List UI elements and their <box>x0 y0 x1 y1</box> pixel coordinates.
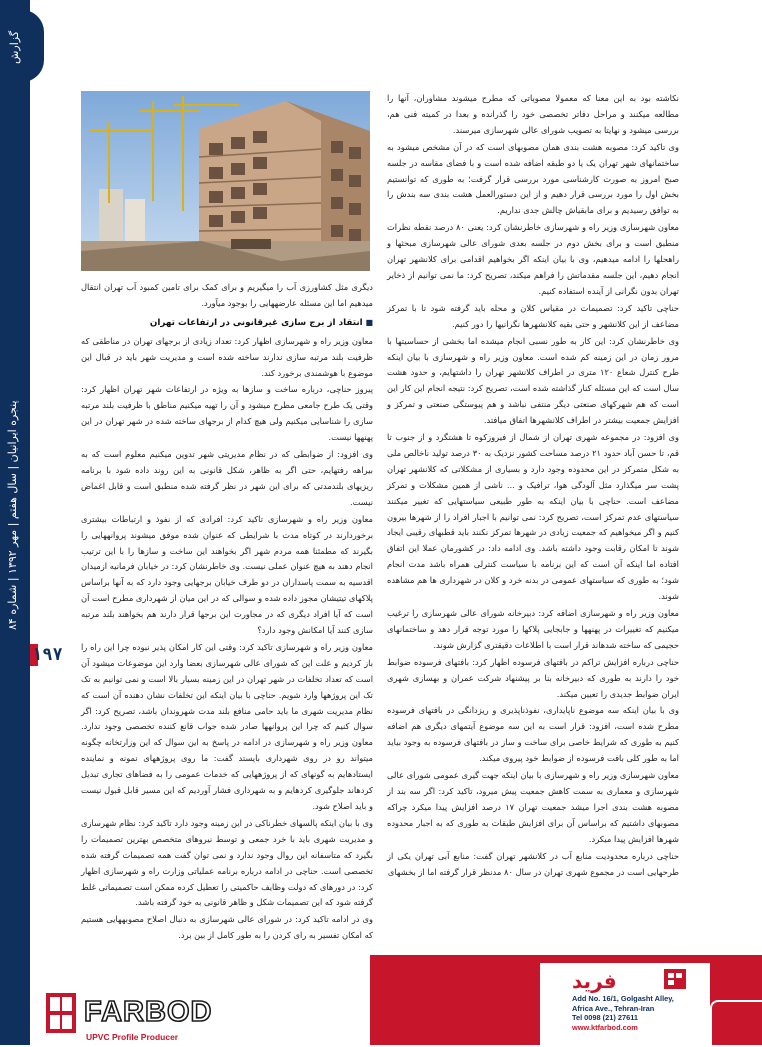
article-paragraph: معاون وزیر راه و شهرسازی تاکید کرد: وقتی این کار امکان پذیر نبوده چرا این راه را باز کردیم و علت این که شورای عالی شهرسازی بعضا وارد این موضوعات میشود آن است که تعداد تخلفات در شهر تهران در این زمینه بسیار بالا است و نمی توانیم به تک تک این پروژهها وارد شویم. حناچی با بیان اینکه این تخلفات نشان دهنده آن است که نظام مدیریت شهری ما باید حامی منافع بلند مدت شهروندان باشد، تصریح کرد: اگر سوال کنیم که چرا این پروانهها صادر شده جواب قانع کننده تخصصی وجود ندارد. معاون وزیر راه و شهرسازی در ادامه در پاسخ به این سوال که این وزارتخانه چگونه میتواند رو در روی شهرداری بایستد گفت: ما روی پروژههای نمونه و نماینده ایستادهایم به گونهای که از پروژههایی که خدمات عمومی را به فضاهای تجاری تبدیل کردهاند جلوگیری کردهایم و به شهرداری فشار آوردیم که این مسیر قابل قبول نیست و باید اصلاح شود. <box>81 641 373 811</box>
fard-logo-mark-icon <box>664 969 686 989</box>
article-left-column <box>81 280 373 945</box>
farbod-brand-name: FARBOD <box>84 996 213 1028</box>
telephone: Tel 0098 (21) 27611 <box>572 1013 639 1023</box>
article-paragraph: معاون وزیر راه و شهرسازی تاکید کرد: افرادی که از نفوذ و ارتباطات بیشتری برخوردارند در کوتاه مدت با شرایطی که عنوان شده موفق میشوند پروانههایی را بگیرند که مطمئنا همه مردم شهر اگر بخواهند این ساخت و سازها را با این ترتیب انجام دهند به هیچ عنوان عملی نیست. وی خاطرنشان کرد: در خیابان فرمانیه ازمیدان اقدسیه به سمت پاسداران در دو طرف خیابان برجهایی وجود دارد که به آنها براساس پلاکهای تیتیشان مجوز داده شده و سوالی که در این میان از شهرداری مطرح است آن است که آیا افراد دیگری که در مجاورت این برجها قرار دارند هم بخواهند بلند مرتبه سازی کنند آیا امکانش وجود دارد؟ <box>81 513 373 636</box>
website-link[interactable]: www.ktfarbod.com <box>572 1022 638 1032</box>
article-paragraph: معاون وزیر راه و شهرسازی اظهار کرد: تعداد زیادی از برجهای تهران در مناطقی که ظرفیت بلند مرتبه سازی ندارند ساخته شده است و مدیریت شهر باید در قبال این موضوع با هوشمندی برخورد کند. <box>81 335 373 378</box>
decorative-corner <box>710 1000 762 1047</box>
address-line: Africa Ave., Tehran-Iran <box>572 1003 655 1013</box>
article-paragraph: وی با بیان اینکه سه موضوع ناپایداری، نفوذناپذیری و ریزدانگی در بافتهای فرسوده مطرح شده است، افزود: قرار است به این سه موضوع آیتمهای دیگری هم اضافه کنیم به طوری که شرایط خاصی برای ساخت و ساز در بافتهای فرسوده به وجود بیاید اما به طور کلی بافت فرسوده از ضوابط خود پیروی میکند. <box>387 705 679 764</box>
article-paragraph: پیروز حناچی، درباره ساخت و سازها به ویژه در ارتفاعات شهر تهران اظهار کرد: وقتی یک طرح جامعی مطرح میشود و آن را تهیه میکنیم مناطق با ظرفیت بلند مرتبه سازی را شناسایی میکنیم ولی هیچ کدام از برجهای ساخته شده در شهر تهران در این پهنهها نیست. <box>81 384 373 443</box>
fard-address <box>572 994 674 1032</box>
article-paragraph: وی با بیان اینکه پالسهای خطرناکی در این زمینه وجود دارد تاکید کرد: نظام شهرسازی و مدیریت شهری باید با خرد جمعی و توسط نیروهای متخصص بهترین تصمیمات را بگیرد که متاسفانه این روال وجود ندارد و نمی توان گفت همه تصمیمات گرفته شده تخصصی است. حناچی در ادامه درباره برنامه عملیاتی وزارت راه و شهرسازی اظهار کرد: در دورهای که دولت وظایف حاکمیتی را تعطیل کرده ممکن است تصمیماتی غلط گرفته شود که این تصمیمات شکل و ظاهر قانونی به خود گرفته باشد. <box>81 817 373 908</box>
farbod-window-logo-icon <box>46 993 76 1033</box>
article-paragraph: حناچی تاکید کرد: تصمیمات در مقیاس کلان و محله باید گرفته شود تا با تمرکز مضاعف از این کلانشهر و حتی بقیه کلانشهرها نگرانیها را دور کنیم. <box>387 302 679 329</box>
fard-logo-text: فرید <box>572 969 617 993</box>
article-paragraph: معاون شهرسازی وزیر راه و شهرسازی با بیان اینکه جهت گیری عمومی شورای عالی شهرسازی و معماری به سمت کاهش جمعیت پیش میرود، تاکید کرد: اگر سه بند از مصوبه هشت بندی اجرا میشد جمعیت تهران ۱۷ درصد افزایش پیدا میکرد چراکه مصوبهای داشتیم که براساس آن برای افزایش طبقات به طوری که به اجبار محدوده شهرها افزایش پیدا میکرد. <box>387 770 679 844</box>
article-paragraph: حناچی درباره افزایش تراکم در بافتهای فرسوده اظهار کرد: بافتهای فرسوده ضوابط خود را دارند به طوری که دبیرخانه بنا بر پیشنهاد شرکت عمران و بهسازی شهری ایران ضوابط جدیدی را تعیین میکند. <box>387 656 679 699</box>
article-paragraph: وی افزود: در مجموعه شهری تهران از شمال از فیروزکوه تا هشتگرد و از جنوب تا قم، تا حسن آباد حدود ۲۱ درصد مساحت کشور نزدیک به ۳۰ درصد تولید ناخالص ملی به شکل متمرکز در این محدوده وجود دارد و بسیاری از مشکلاتی که کلانشهر تهران پشت سر میگذارد مثل آلودگی هوا، ترافیک و ... ناشی از همین مشکلات و تمرکز مضاعف است. حناچی با بیان اینکه به طور طبیعی سیاستهایی که تغییر میکنند سیاستهای عدم تمرکز است، تصریح کرد: نمی توانیم با اجبار افراد را از شهرها بیرون کنیم و اگر میخواهیم که جمعیت زیادی در شهرها تمرکز نکنند باید قطبهای رقیبی ایجاد شوند تا امکان رقابت وجود داشته باشد. وی ادامه داد: در کشورمان عملا این اتفاق افتاده اما اینکه آن است که این برنامه با سیاست کنترلی همراه باشد مدت انجام شود؛ به طوری که سیاستهای عمومی در بدنه خرد و کلان در شهرداری ها هم مشاهده شوند. <box>387 432 679 602</box>
article-right-column <box>387 91 679 881</box>
article-paragraph: وی تاکید کرد: مصوبه هشت بندی همان مصوبهای است که در آن مشخص میشود به ساختمانهای شهر تهران یک یا دو طبقه اضافه شده است و با فضای مقاسه در جلسه صبح امروز به صورت کارشناسی مورد بررسی قرار گرفت؛ به طوری که توانستیم بخش اول را مورد بررسی قرار دهیم و از این دستورالعمل هشت بندی سه بندش را به توافق رسیدیم و برای مابقیاش چالش جدی نداریم. <box>387 141 679 216</box>
article-paragraph: حناچی درباره محدودیت منابع آب در کلانشهر تهران گفت: منابع آبی تهران یکی از طرحهایی است در مجموع شهری تهران در سال ۸۰ مدنظر قرار گرفته اما از بخشهای <box>387 850 679 877</box>
article-paragraph: معاون وزیر راه و شهرسازی اضافه کرد: دبیرخانه شورای عالی شهرسازی را ترغیب میکنیم که تغییرات در پهنهها و جابجایی پلاکها را مورد توجه قرار دهد و ساختمانهای حجیمی که ساخته شدهاند قرار است با اطلاعات دقیقتری گزارش شوند. <box>387 608 679 650</box>
address-line: Add No. 16/1, Golgasht Alley, <box>572 994 674 1003</box>
article-subheading: ■ انتقاد از برج سازی غیرقانونی در ارتفاعات تهران <box>81 315 373 332</box>
page-number: ۱۹۷ <box>32 645 63 665</box>
section-tag: گزارش <box>8 30 21 64</box>
article-paragraph: دیگری مثل کشاورزی آب را میگیریم و برای کمک برای تامین کمبود آب تهران انتقال میدهیم اما این مسئله عارضههایی را بوجود میآورد. <box>81 282 373 308</box>
article-paragraph: وی در ادامه تاکید کرد: در شورای عالی شهرسازی به دنبال اصلاح مصوبههایی هستیم که امکان تفسیر به رای کردن را به طور کامل از بین برد. <box>81 914 373 941</box>
farbod-tagline: UPVC Profile Producer <box>86 1032 179 1042</box>
article-paragraph: وی افزود: از ضوابطی که در نظام مدیریتی شهر تدوین میکنیم معلوم است که به بیراهه رفتهایم، حتی اگر به ظاهر، شکل قانونی به این روند داده شود با برنامه ریزیهای بلندمدتی که برای این شهر در نظر گرفته شده منطبق است و قابل اغماض نیست. <box>81 449 373 507</box>
article-paragraph: وی خاطرنشان کرد: این کار به طور نسبی انجام میشده اما بخشی از حساسیتها با مرور زمان در این زمینه کم شده است. معاون وزیر راه و شهرسازی با بیان اینکه طرح کنترل شعاع ۱۲۰ متری در اطراف کلانشهر تهران را داشتهایم، و حدود هشت سال است که این مسئله کنار گذاشته شده است، تصریح کرد: نتیجه انجام این کار این است که هم شهرکهای صنعتی دیگر منتفی نباشد و هم پیوستگی صنعتی و تمرکز و افزایش جمعیت بیشتر در اطراف کلانشهرها اتفاق میافتد. <box>387 335 679 426</box>
building-construction-photo <box>81 91 370 271</box>
article-paragraph: معاون شهرسازی وزیر راه و شهرسازی خاطرنشان کرد: یعنی ۸۰ درصد نقطه نظرات منطبق است و برای بخش دوم در جلسه بعدی شورای عالی شهرسازی مبحثها و راهحلها را ادامه میدهیم، وی با بیان اینکه اگر بخواهیم اقدامی برای کلانشهر تهران انجام دهیم، این جلسه مقدماتش را فراهم میکند، تصریح کرد: ما نمی توانیم از ذخایر تهران بدون نگرانی از آینده استفاده کنیم. <box>387 222 679 296</box>
article-paragraph: نکاشته بود به این معنا که معمولا مصوباتی که مطرح میشوند مشاوران، آنها را مطالعه میکنند و مراحل دفاتر تخصصی خود را گذرانده و بعدا در کمیته فنی هم، بررسی میشود و نهایتا به تصویب شورای عالی شهرسازی میرسند. <box>387 93 679 135</box>
magazine-issue-info: پنجره ایرانیان | سال هفتم | مهر ۱۳۹۲ | شماره ۸۴ <box>6 400 19 630</box>
